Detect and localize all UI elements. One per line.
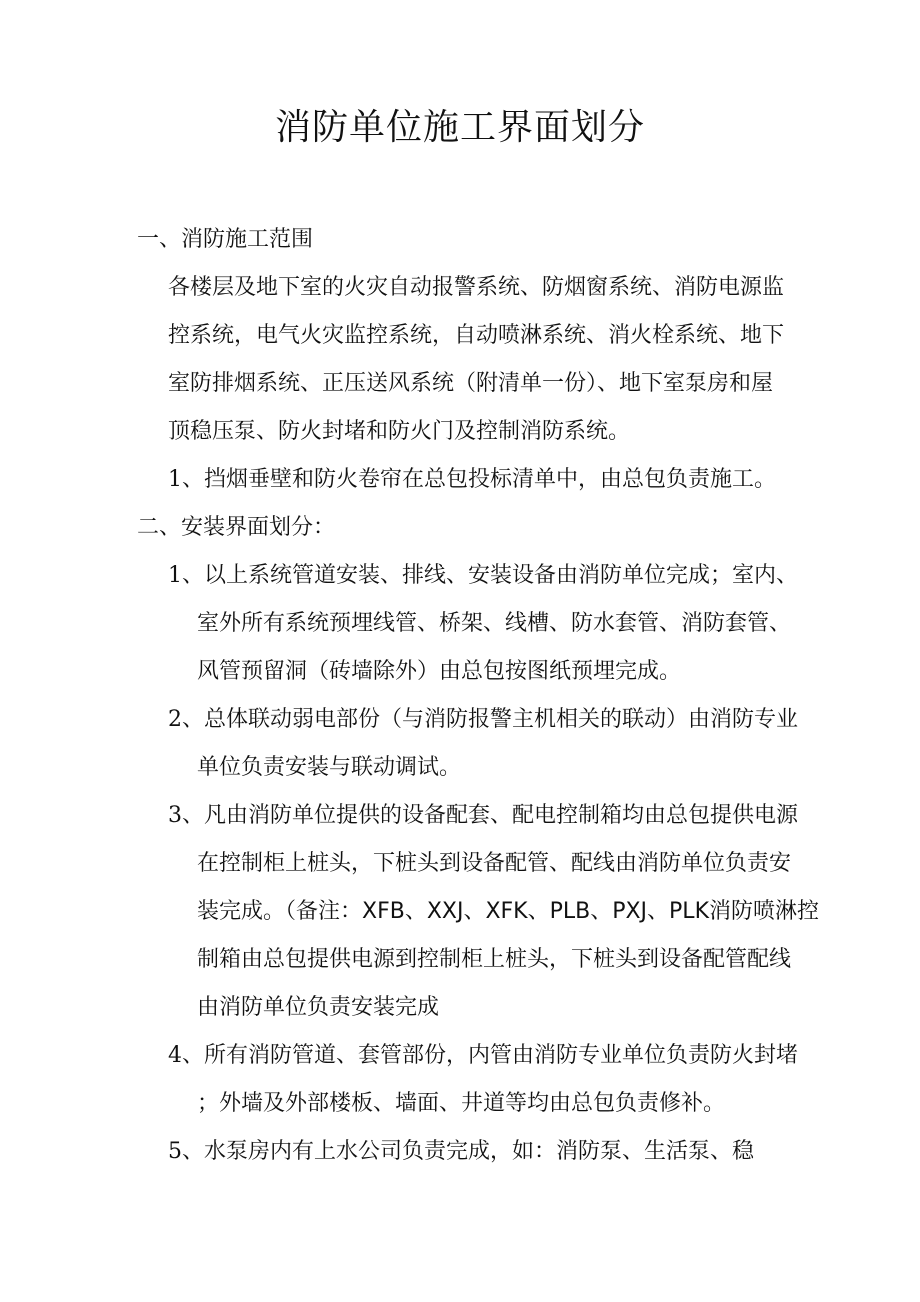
- item-text: 、所有消防管道、套管部份，内管由消防专业单位负责防火封堵: [182, 1043, 799, 1068]
- section2-item-2: [168, 704, 798, 736]
- item-continuation-line: 室外所有系统预埋线管、桥架、线槽、防水套管、消防套管、: [197, 611, 792, 636]
- item-continuation-line: 单位负责安装与联动调试。: [197, 755, 462, 780]
- item-text: 、凡由消防单位提供的设备配套、配电控制箱均由总包提供电源: [182, 803, 799, 828]
- item-text: 、挡烟垂壁和防火卷帘在总包投标清单中，由总包负责施工。: [182, 467, 777, 492]
- section1-para-line: 室防排烟系统、正压送风系统（附清单一份）、地下室泵房和屋: [168, 371, 774, 396]
- item-number: 1: [168, 467, 182, 492]
- item-continuation-line: ；外墙及外部楼板、墙面、井道等均由总包负责修补。: [197, 1091, 726, 1116]
- item-number: 4: [168, 1043, 182, 1068]
- section1-item-1: [168, 464, 776, 496]
- section2-item-5: [168, 1136, 754, 1168]
- item-continuation-line: 装完成。（备注：XFB、XXJ、XFK、PLB、PXJ、PLK消防喷淋控: [197, 899, 819, 924]
- item-continuation-line: 在控制柜上桩头，下桩头到设备配管、配线由消防单位负责安: [197, 851, 792, 876]
- item-text: 、总体联动弱电部份（与消防报警主机相关的联动）由消防专业: [182, 707, 799, 732]
- section2-item-3: [168, 800, 798, 832]
- item-continuation-line: 风管预留洞（砖墙除外）由总包按图纸预埋完成。: [197, 659, 682, 684]
- item-number: 1: [168, 563, 182, 588]
- section2-item-4: [168, 1040, 798, 1072]
- section1-para-line: 顶稳压泵、防火封堵和防火门及控制消防系统。: [168, 419, 631, 444]
- section2-item-1: [168, 560, 798, 592]
- item-text: 、水泵房内有上水公司负责完成，如：消防泵、生活泵、稳: [182, 1139, 755, 1164]
- item-continuation-line: 由消防单位负责安装完成: [197, 995, 440, 1020]
- section2-heading: 二、安装界面划分：: [137, 515, 336, 540]
- item-text: 、以上系统管道安装、排线、安装设备由消防单位完成；室内、: [182, 563, 799, 588]
- section1-para-line: 各楼层及地下室的火灾自动报警系统、防烟窗系统、消防电源监: [168, 275, 785, 300]
- item-continuation-line: 制箱由总包提供电源到控制柜上桩头，下桩头到设备配管配线: [197, 947, 792, 972]
- section1-heading: 一、消防施工范围: [137, 227, 314, 252]
- item-number: 2: [168, 707, 182, 732]
- item-number: 5: [168, 1139, 182, 1164]
- item-number: 3: [168, 803, 182, 828]
- section1-para-line: 控系统，电气火灾监控系统，自动喷淋系统、消火栓系统、地下: [168, 323, 785, 348]
- page-title: 消防单位施工界面划分: [274, 107, 645, 148]
